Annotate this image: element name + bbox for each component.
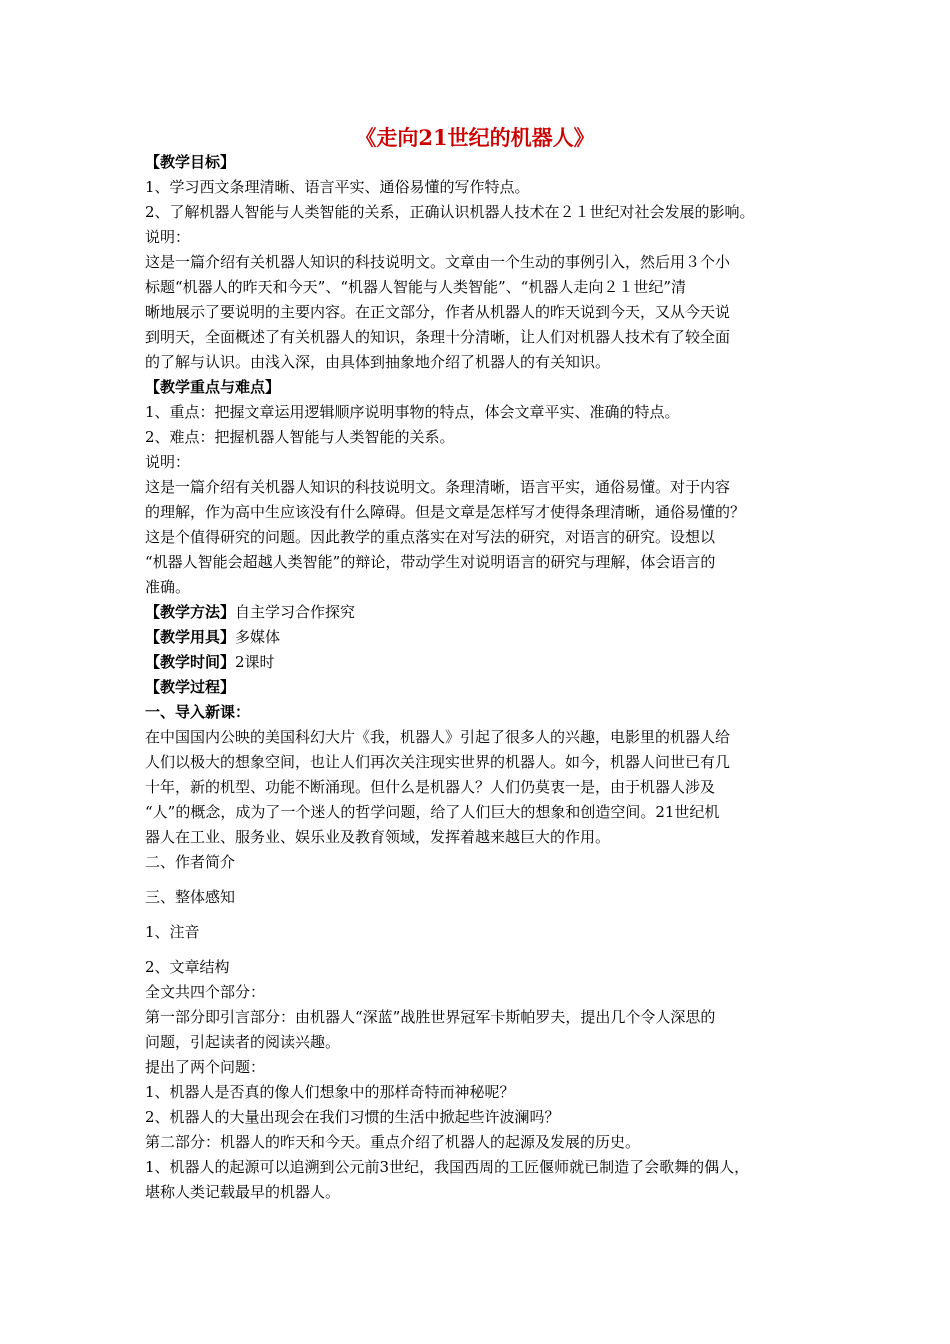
line-text: 十年，新的机型、功能不断涌现。但什么是机器人？人们仍莫衷一是，由于机器人涉及 bbox=[145, 778, 716, 796]
text-line bbox=[145, 920, 835, 945]
text-line bbox=[145, 625, 835, 650]
line-text: 1、机器人的起源可以追溯到公元前3世纪，我国西周的工匠偃师就已制造了会歌舞的偶人， bbox=[145, 1158, 750, 1176]
text-line bbox=[145, 1055, 835, 1080]
text-line bbox=[145, 600, 835, 625]
line-text: 2、难点：把握机器人智能与人类智能的关系。 bbox=[145, 428, 455, 446]
document-title: 《走向21世纪的机器人》 bbox=[355, 125, 595, 150]
text-line bbox=[145, 1005, 835, 1030]
text-line bbox=[145, 675, 835, 700]
document-body bbox=[145, 150, 835, 1205]
line-text: 标题“机器人的昨天和今天”、“机器人智能与人类智能”、“机器人走向２１世纪”清 bbox=[145, 278, 687, 296]
text-line bbox=[145, 225, 835, 250]
line-text: 人们以极大的想象空间，也让人们再次关注现实世界的机器人。如今，机器人问世已有几 bbox=[145, 753, 731, 771]
text-line bbox=[145, 980, 835, 1005]
text-line bbox=[145, 800, 835, 825]
line-text: 2、了解机器人智能与人类智能的关系，正确认识机器人技术在２１世纪对社会发展的影响。 bbox=[145, 203, 755, 221]
text-line bbox=[145, 325, 835, 350]
line-text: “人”的概念，成为了一个迷人的哲学问题，给了人们巨大的想象和创造空间。21世纪机 bbox=[145, 803, 720, 821]
line-text: “机器人智能会超越人类智能”的辩论，带动学生对说明语言的研究与理解，体会语言的 bbox=[145, 553, 716, 571]
line-text: 说明： bbox=[145, 228, 191, 246]
line-text: 三、整体感知 bbox=[145, 888, 236, 906]
heading-text: 一、导入新课： bbox=[145, 703, 251, 721]
text-line bbox=[145, 1105, 835, 1130]
text-line bbox=[145, 850, 835, 875]
line-text: 准确。 bbox=[145, 578, 191, 596]
heading-text: 【教学方法】 bbox=[145, 603, 236, 621]
line-text: 到明天，全面概述了有关机器人的知识，条理十分清晰，让人们对机器人技术有了较全面 bbox=[145, 328, 731, 346]
line-text: 1、注音 bbox=[145, 923, 200, 941]
text-line bbox=[145, 175, 835, 200]
text-line bbox=[145, 1030, 835, 1055]
line-text: 晰地展示了要说明的主要内容。在正文部分，作者从机器人的昨天说到今天，又从今天说 bbox=[145, 303, 731, 321]
line-text: 第二部分：机器人的昨天和今天。重点介绍了机器人的起源及发展的历史。 bbox=[145, 1133, 641, 1151]
text-line bbox=[145, 350, 835, 375]
line-text: 1、重点：把握文章运用逻辑顺序说明事物的特点，体会文章平实、准确的特点。 bbox=[145, 403, 680, 421]
text-line bbox=[145, 575, 835, 600]
heading-text: 【教学时间】 bbox=[145, 653, 236, 671]
line-text: 的理解，作为高中生应该没有什么障碍。但是文章是怎样写才使得条理清晰，通俗易懂的？ bbox=[145, 503, 746, 521]
line-text: 2、机器人的大量出现会在我们习惯的生活中掀起些许波澜吗？ bbox=[145, 1108, 560, 1126]
text-line bbox=[145, 450, 835, 475]
text-line bbox=[145, 775, 835, 800]
text-line bbox=[145, 525, 835, 550]
text-line bbox=[145, 200, 835, 225]
text-line bbox=[145, 1180, 835, 1205]
text-line bbox=[145, 500, 835, 525]
line-text: 全文共四个部分： bbox=[145, 983, 266, 1001]
line-text: 2、文章结构 bbox=[145, 958, 230, 976]
heading-text: 【教学过程】 bbox=[145, 678, 236, 696]
text-line bbox=[145, 1080, 835, 1105]
line-text: 1、学习西文条理清晰、语言平实、通俗易懂的写作特点。 bbox=[145, 178, 530, 196]
line-text: 提出了两个问题： bbox=[145, 1058, 266, 1076]
text-line bbox=[145, 300, 835, 325]
text-line bbox=[145, 425, 835, 450]
text-line bbox=[145, 700, 835, 725]
text-line bbox=[145, 1130, 835, 1155]
text-line bbox=[145, 1155, 835, 1180]
text-line bbox=[145, 750, 835, 775]
text-line bbox=[145, 150, 835, 175]
heading-value: 2课时 bbox=[235, 653, 275, 671]
heading-value: 自主学习合作探究 bbox=[235, 603, 356, 621]
text-line bbox=[145, 955, 835, 980]
line-text: 在中国国内公映的美国科幻大片《我，机器人》引起了很多人的兴趣，电影里的机器人给 bbox=[145, 728, 731, 746]
text-line bbox=[145, 275, 835, 300]
line-text: 1、机器人是否真的像人们想象中的那样奇特而神秘呢？ bbox=[145, 1083, 515, 1101]
heading-value: 多媒体 bbox=[235, 628, 281, 646]
text-line bbox=[145, 885, 835, 910]
line-text: 的了解与认识。由浅入深，由具体到抽象地介绍了机器人的有关知识。 bbox=[145, 353, 611, 371]
text-line bbox=[145, 475, 835, 500]
line-text: 说明： bbox=[145, 453, 191, 471]
heading-text: 【教学重点与难点】 bbox=[145, 378, 281, 396]
text-line bbox=[145, 725, 835, 750]
text-line bbox=[145, 375, 835, 400]
line-text: 堪称人类记载最早的机器人。 bbox=[145, 1183, 341, 1201]
line-text: 二、作者简介 bbox=[145, 853, 236, 871]
heading-text: 【教学目标】 bbox=[145, 153, 236, 171]
text-line bbox=[145, 650, 835, 675]
line-text: 这是一篇介绍有关机器人知识的科技说明文。文章由一个生动的事例引入，然后用３个小 bbox=[145, 253, 731, 271]
line-text: 问题，引起读者的阅读兴趣。 bbox=[145, 1033, 341, 1051]
text-line bbox=[145, 250, 835, 275]
heading-text: 【教学用具】 bbox=[145, 628, 236, 646]
line-text: 这是一篇介绍有关机器人知识的科技说明文。条理清晰，语言平实，通俗易懂。对于内容 bbox=[145, 478, 731, 496]
line-text: 这是个值得研究的问题。因此教学的重点落实在对写法的研究，对语言的研究。设想以 bbox=[145, 528, 716, 546]
text-line bbox=[145, 825, 835, 850]
text-line bbox=[145, 550, 835, 575]
line-text: 第一部分即引言部分：由机器人“深蓝”战胜世界冠军卡斯帕罗夫，提出几个令人深思的 bbox=[145, 1008, 716, 1026]
line-text: 器人在工业、服务业、娱乐业及教育领域，发挥着越来越巨大的作用。 bbox=[145, 828, 611, 846]
text-line bbox=[145, 400, 835, 425]
